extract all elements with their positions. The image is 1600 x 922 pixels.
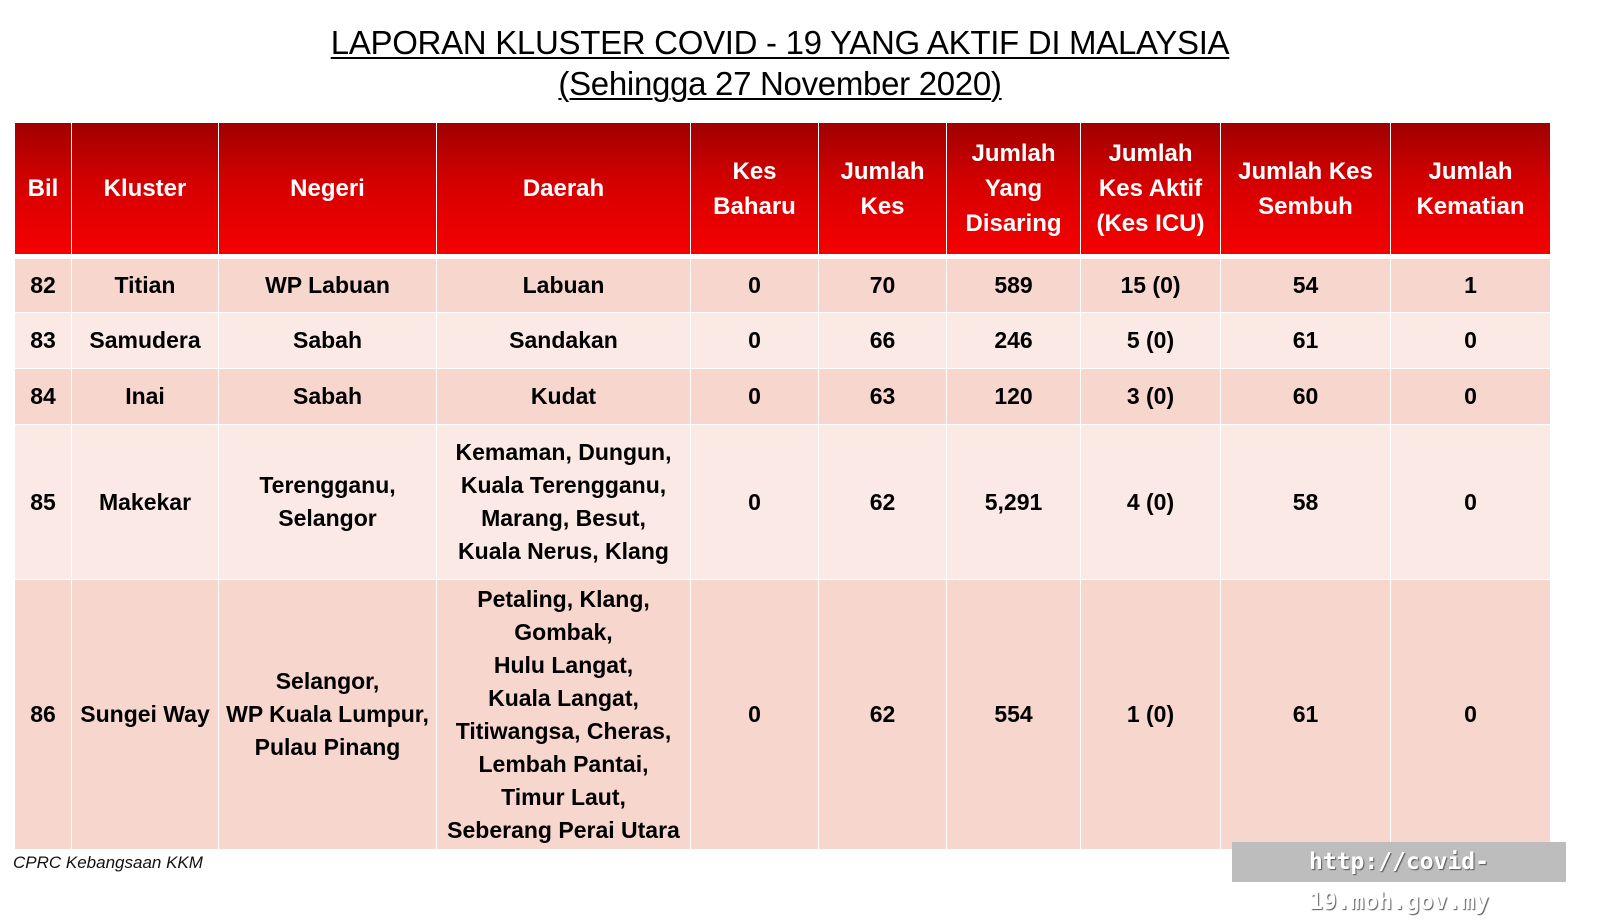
cell-jumlah-sembuh: 58: [1221, 425, 1391, 580]
cell-jumlah-aktif: 4 (0): [1081, 425, 1221, 580]
header-jumlah-disaring: Jumlah Yang Disaring: [947, 123, 1081, 257]
table-row: [15, 313, 1551, 369]
cell-bil: 86: [15, 580, 72, 850]
cell-bil: 84: [15, 369, 72, 425]
cell-negeri: Terengganu, Selangor: [219, 425, 437, 580]
header-kes-baharu: Kes Baharu: [691, 123, 819, 257]
cell-jumlah-kematian: 0: [1391, 369, 1551, 425]
cell-jumlah-kes: 66: [819, 313, 947, 369]
table-row: [15, 257, 1551, 313]
website-url: http://covid-19.moh.gov.my: [1232, 842, 1566, 882]
cell-jumlah-sembuh: 60: [1221, 369, 1391, 425]
cell-jumlah-kematian: 0: [1391, 313, 1551, 369]
cell-jumlah-aktif: 15 (0): [1081, 257, 1221, 313]
title-line-2: (Sehingga 27 November 2020): [558, 65, 1002, 102]
cell-bil: 82: [15, 257, 72, 313]
table-header-row: [15, 123, 1551, 257]
cell-daerah: Petaling, Klang, Gombak, Hulu Langat, Kuala Langat, Titiwangsa, Cheras, Lembah Pantai, Timur Laut, Seberang Perai Utara: [437, 580, 691, 850]
title-line-1: LAPORAN KLUSTER COVID - 19 YANG AKTIF DI MALAYSIA: [330, 24, 1230, 61]
cell-jumlah-kematian: 0: [1391, 425, 1551, 580]
header-kluster: Kluster: [72, 123, 219, 257]
cell-kluster: Inai: [72, 369, 219, 425]
cell-jumlah-disaring: 246: [947, 313, 1081, 369]
cell-jumlah-kes: 70: [819, 257, 947, 313]
cell-daerah: Sandakan: [437, 313, 691, 369]
source-credit: CPRC Kebangsaan KKM: [13, 853, 203, 872]
cell-kes-baharu: 0: [691, 425, 819, 580]
cell-jumlah-aktif: 3 (0): [1081, 369, 1221, 425]
report-title: [0, 22, 1560, 104]
header-jumlah-sembuh: Jumlah Kes Sembuh: [1221, 123, 1391, 257]
header-negeri: Negeri: [219, 123, 437, 257]
header-bil: Bil: [15, 123, 72, 257]
cell-negeri: WP Labuan: [219, 257, 437, 313]
table-row: [15, 425, 1551, 580]
cell-jumlah-kes: 63: [819, 369, 947, 425]
table-row: [15, 580, 1551, 850]
cell-daerah: Kudat: [437, 369, 691, 425]
cell-kluster: Titian: [72, 257, 219, 313]
cell-jumlah-aktif: 1 (0): [1081, 580, 1221, 850]
cell-kluster: Sungei Way: [72, 580, 219, 850]
table-row: [15, 369, 1551, 425]
cell-kluster: Samudera: [72, 313, 219, 369]
header-jumlah-aktif: Jumlah Kes Aktif (Kes ICU): [1081, 123, 1221, 257]
cell-jumlah-kematian: 0: [1391, 580, 1551, 850]
cell-jumlah-sembuh: 61: [1221, 313, 1391, 369]
cell-negeri: Sabah: [219, 313, 437, 369]
cell-daerah: Labuan: [437, 257, 691, 313]
cell-jumlah-disaring: 120: [947, 369, 1081, 425]
cell-kluster: Makekar: [72, 425, 219, 580]
cell-bil: 83: [15, 313, 72, 369]
cell-daerah: Kemaman, Dungun, Kuala Terengganu, Marang, Besut, Kuala Nerus, Klang: [437, 425, 691, 580]
header-jumlah-kematian: Jumlah Kematian: [1391, 123, 1551, 257]
cell-jumlah-kes: 62: [819, 580, 947, 850]
cell-jumlah-disaring: 589: [947, 257, 1081, 313]
cell-jumlah-kematian: 1: [1391, 257, 1551, 313]
cell-negeri: Sabah: [219, 369, 437, 425]
cell-kes-baharu: 0: [691, 257, 819, 313]
header-jumlah-kes: Jumlah Kes: [819, 123, 947, 257]
cell-jumlah-sembuh: 54: [1221, 257, 1391, 313]
cell-jumlah-disaring: 554: [947, 580, 1081, 850]
cell-jumlah-kes: 62: [819, 425, 947, 580]
cell-jumlah-aktif: 5 (0): [1081, 313, 1221, 369]
cell-kes-baharu: 0: [691, 369, 819, 425]
cell-kes-baharu: 0: [691, 313, 819, 369]
header-daerah: Daerah: [437, 123, 691, 257]
cell-jumlah-sembuh: 61: [1221, 580, 1391, 850]
cell-negeri: Selangor, WP Kuala Lumpur, Pulau Pinang: [219, 580, 437, 850]
cluster-table: [14, 123, 1551, 850]
cell-jumlah-disaring: 5,291: [947, 425, 1081, 580]
cell-kes-baharu: 0: [691, 580, 819, 850]
cell-bil: 85: [15, 425, 72, 580]
